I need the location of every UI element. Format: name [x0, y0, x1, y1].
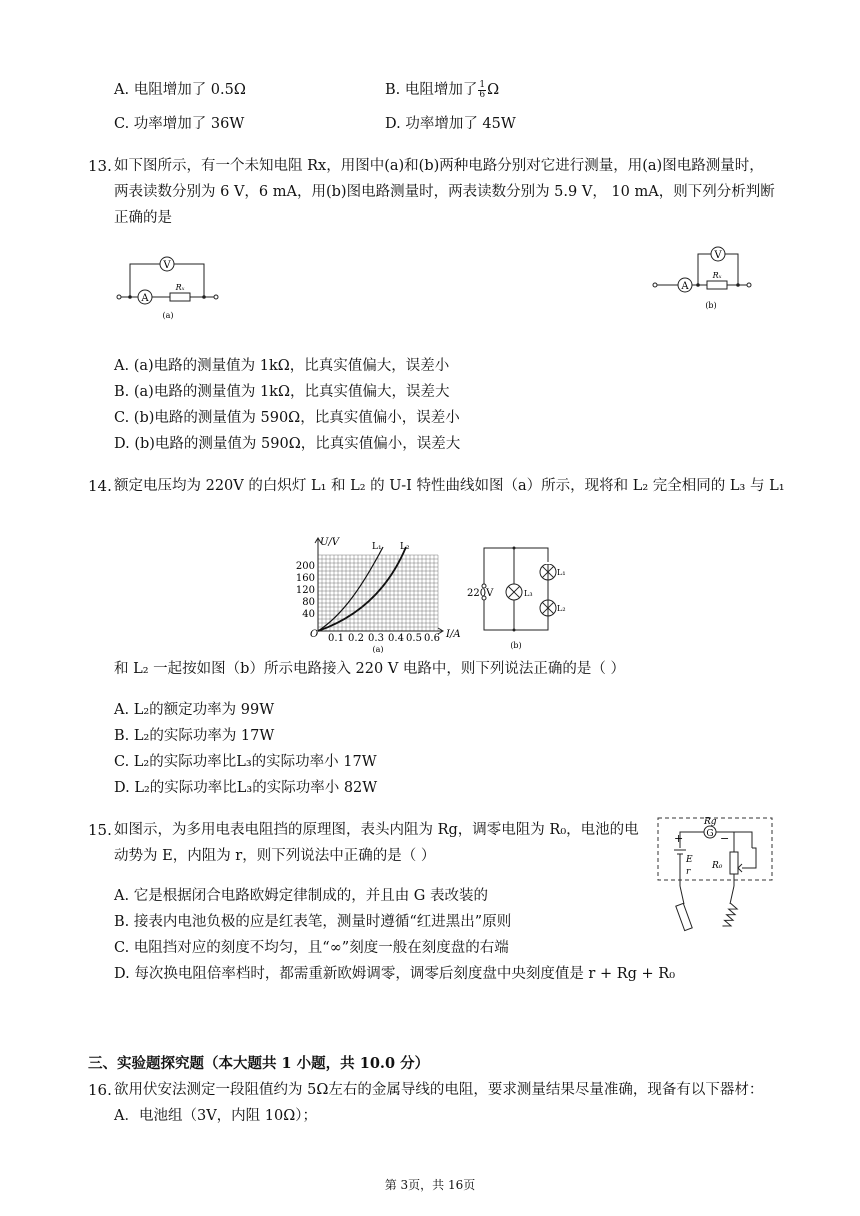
plus-sign: + — [674, 832, 684, 845]
x-tick: 0.6 — [424, 633, 440, 644]
q12-option-b-text: B. 电阻增加了 — [385, 82, 478, 98]
q13-line-2: 两表读数分别为 6 V，6 mA，用(b)图电路测量时，两表读数分别为 5.9 V， 10 mA，则下列分析判断 — [114, 184, 775, 200]
q15-line-2: 动势为 E，内阻为 r，则下列说法中正确的是（ ） — [114, 848, 436, 864]
q15-ohmmeter-diagram — [652, 812, 776, 936]
q13-number: 13. — [88, 157, 112, 175]
x-tick: 0.2 — [348, 633, 364, 644]
y-axis-label: U/V — [320, 537, 340, 548]
q12-option-b-fraction — [478, 81, 486, 100]
y-tick: 80 — [302, 597, 315, 608]
q14-circuit-b — [466, 540, 566, 652]
q14-line-2: 和 L₂ 一起按如图（b）所示电路接入 220 V 电路中，则下列说法正确的是（ ） — [114, 661, 626, 677]
source-voltage-label: 220V — [467, 588, 494, 599]
q13-option-d: D. (b)电路的测量值为 590Ω，比真实值偏小，误差大 — [114, 436, 461, 452]
internal-resistance-label: r — [686, 867, 691, 877]
ammeter-label: A — [141, 293, 149, 304]
q13-option-a: A. (a)电路的测量值为 1kΩ，比真实值偏大，误差小 — [114, 358, 450, 374]
galvanometer-label: G — [706, 829, 714, 839]
curve-l1 — [318, 547, 383, 631]
q13-option-c: C. (b)电路的测量值为 590Ω，比真实值偏小，误差小 — [114, 410, 460, 426]
circuit-caption: (b) — [510, 641, 522, 650]
origin-label: O — [310, 629, 319, 640]
resistor-label: Rₓ — [175, 283, 185, 292]
circuit-a-caption: (a) — [162, 311, 174, 320]
x-axis-label: I/A — [446, 629, 461, 640]
q13-line-3: 正确的是 — [114, 210, 172, 226]
q15-line-1: 如图示，为多用电表电阻挡的原理图，表头内阻为 Rg，调零电阻为 R₀，电池的电 — [114, 822, 639, 838]
q12-option-d: D. 功率增加了 45W — [385, 116, 516, 132]
l2-label: L₂ — [557, 604, 566, 613]
y-tick: 120 — [295, 585, 315, 596]
x-tick: 0.1 — [328, 633, 344, 644]
emf-label: E — [686, 855, 693, 865]
q16-number: 16. — [88, 1081, 112, 1099]
x-tick: 0.4 — [388, 633, 404, 644]
fraction-denominator: 6 — [479, 89, 486, 100]
l1-label: L₁ — [372, 542, 382, 552]
x-tick: 0.5 — [406, 633, 422, 644]
rg-label: Rg — [704, 817, 717, 827]
q14-number: 14. — [88, 477, 112, 495]
fraction-numerator: 1 — [479, 79, 486, 90]
graph-caption: (a) — [372, 645, 384, 653]
l3-label: L₃ — [524, 589, 533, 598]
l2-label: L₂ — [400, 542, 410, 552]
page-footer: 第 3页，共 16页 — [384, 1178, 476, 1192]
ammeter-label: A — [681, 281, 689, 292]
resistor-label: Rₓ — [712, 271, 722, 280]
q13-option-b: B. (a)电路的测量值为 1kΩ，比真实值偏大，误差大 — [114, 384, 450, 400]
q14-option-c: C. L₂的实际功率比L₃的实际功率小 17W — [114, 754, 377, 770]
q12-option-a: A. 电阻增加了 0.5Ω — [114, 82, 246, 98]
voltmeter-label: V — [163, 260, 171, 271]
q13-line-1: 如下图所示，有一个未知电阻 Rx，用图中(a)和(b)两种电路分别对它进行测量，用(a)图电路测量时， — [114, 158, 764, 174]
q13-circuit-b — [652, 242, 754, 314]
q15-option-c: C. 电阻挡对应的刻度不均匀，且“∞”刻度一般在刻度盘的右端 — [114, 940, 509, 956]
q16-line-1: 欲用伏安法测定一段阻值约为 5Ω左右的金属导线的电阻，要求测量结果尽量准确，现备有以下器材： — [114, 1082, 764, 1098]
voltmeter-label: V — [714, 250, 722, 261]
section-3-heading: 三、实验题探究题（本大题共 1 小题，共 10.0 分） — [88, 1055, 430, 1072]
circuit-b-caption: (b) — [705, 301, 717, 310]
q12-option-b — [385, 80, 499, 100]
q14-line-1: 额定电压均为 220V 的白炽灯 L₁ 和 L₂ 的 U-I 特性曲线如图（a）所示，现将和 L₂ 完全相同的 L₃ 与 L₁ — [114, 478, 785, 494]
q13-circuit-a — [116, 252, 224, 324]
x-tick: 0.3 — [368, 633, 384, 644]
q15-option-a: A. 它是根据闭合电路欧姆定律制成的，并且由 G 表改装的 — [114, 888, 488, 904]
minus-sign: − — [720, 832, 730, 845]
q14-option-b: B. L₂的实际功率为 17W — [114, 728, 275, 744]
q15-option-d: D. 每次换电阻倍率档时，都需重新欧姆调零，调零后刻度盘中央刻度值是 r + Rg + R₀ — [114, 966, 676, 982]
q16-line-2: A．电池组（3V，内阻 10Ω）； — [114, 1108, 317, 1124]
q12-option-c: C. 功率增加了 36W — [114, 116, 245, 132]
l1-label: L₁ — [557, 568, 566, 577]
y-tick: 200 — [295, 561, 315, 572]
q14-option-a: A. L₂的额定功率为 99W — [114, 702, 275, 718]
q15-option-b: B. 接表内电池负极的应是红表笔，测量时遵循“红进黑出”原则 — [114, 914, 512, 930]
y-tick: 40 — [302, 609, 315, 620]
q14-option-d: D. L₂的实际功率比L₃的实际功率小 82W — [114, 780, 378, 796]
q12-option-b-unit: Ω — [487, 82, 500, 98]
q15-number: 15. — [88, 821, 112, 839]
r0-label: R₀ — [712, 861, 723, 871]
q14-ui-graph — [288, 535, 468, 653]
y-tick: 160 — [295, 573, 315, 584]
